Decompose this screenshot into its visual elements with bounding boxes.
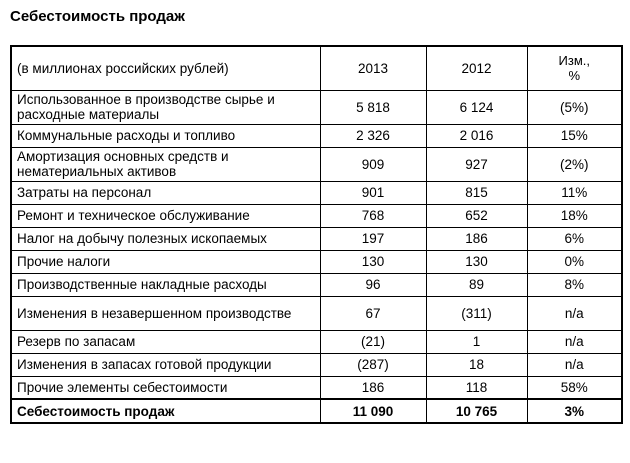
row-value-2012: 130: [426, 250, 527, 273]
row-label: Прочие налоги: [11, 250, 320, 273]
row-value-2013: 130: [320, 250, 426, 273]
row-value-2013: 5 818: [320, 90, 426, 124]
table-row: [11, 330, 622, 353]
row-value-2013: 2 326: [320, 124, 426, 147]
row-value-2013: (287): [320, 353, 426, 376]
row-value-2013: 768: [320, 204, 426, 227]
row-value-2012: 118: [426, 376, 527, 399]
table-row: [11, 90, 622, 124]
table-row: [11, 296, 622, 330]
row-value-2012: 1: [426, 330, 527, 353]
row-value-2012: 652: [426, 204, 527, 227]
table-row: [11, 124, 622, 147]
table-row: [11, 204, 622, 227]
row-label: Использованное в производстве сырье и расходные материалы: [11, 90, 320, 124]
header-change: [527, 46, 622, 90]
row-value-2012: 2 016: [426, 124, 527, 147]
row-value-2012: 927: [426, 147, 527, 181]
row-label: Изменения в запасах готовой продукции: [11, 353, 320, 376]
row-label: Коммунальные расходы и топливо: [11, 124, 320, 147]
row-value-2012: 89: [426, 273, 527, 296]
row-value-2012: 6 124: [426, 90, 527, 124]
header-year-2012: 2012: [426, 46, 527, 90]
table-row: [11, 376, 622, 399]
row-change: 58%: [527, 376, 622, 399]
row-change: n/a: [527, 296, 622, 330]
table-header-row: [11, 46, 622, 90]
row-change: 11%: [527, 181, 622, 204]
row-value-2013: 901: [320, 181, 426, 204]
header-change-line2: %: [568, 68, 581, 84]
total-value-2012: 10 765: [426, 399, 527, 423]
total-change: 3%: [527, 399, 622, 423]
row-change: (2%): [527, 147, 622, 181]
row-value-2013: 67: [320, 296, 426, 330]
row-label: Амортизация основных средств и нематериальных активов: [11, 147, 320, 181]
table-row: [11, 250, 622, 273]
row-change: 0%: [527, 250, 622, 273]
row-change: n/a: [527, 330, 622, 353]
row-change: (5%): [527, 90, 622, 124]
row-value-2013: (21): [320, 330, 426, 353]
row-change: 8%: [527, 273, 622, 296]
header-year-2013: 2013: [320, 46, 426, 90]
row-value-2012: 18: [426, 353, 527, 376]
total-label: Себестоимость продаж: [11, 399, 320, 423]
page-title: Себестоимость продаж: [10, 8, 185, 25]
header-change-line1: Изм.,: [558, 53, 590, 69]
total-row: [11, 399, 622, 423]
table-row: [11, 273, 622, 296]
row-change: 18%: [527, 204, 622, 227]
row-value-2012: 186: [426, 227, 527, 250]
row-value-2013: 186: [320, 376, 426, 399]
row-value-2013: 909: [320, 147, 426, 181]
row-value-2013: 197: [320, 227, 426, 250]
table-row: [11, 353, 622, 376]
table-row: [11, 181, 622, 204]
cost-of-sales-table: [10, 45, 623, 424]
row-label: Изменения в незавершенном производстве: [11, 296, 320, 330]
row-value-2012: (311): [426, 296, 527, 330]
table-row: [11, 147, 622, 181]
row-change: 15%: [527, 124, 622, 147]
row-label: Затраты на персонал: [11, 181, 320, 204]
header-units-label: (в миллионах российских рублей): [11, 46, 320, 90]
row-label: Налог на добычу полезных ископаемых: [11, 227, 320, 250]
total-value-2013: 11 090: [320, 399, 426, 423]
row-label: Прочие элементы себестоимости: [11, 376, 320, 399]
row-change: 6%: [527, 227, 622, 250]
row-label: Производственные накладные расходы: [11, 273, 320, 296]
row-change: n/a: [527, 353, 622, 376]
table-row: [11, 227, 622, 250]
row-value-2013: 96: [320, 273, 426, 296]
row-value-2012: 815: [426, 181, 527, 204]
row-label: Резерв по запасам: [11, 330, 320, 353]
row-label: Ремонт и техническое обслуживание: [11, 204, 320, 227]
